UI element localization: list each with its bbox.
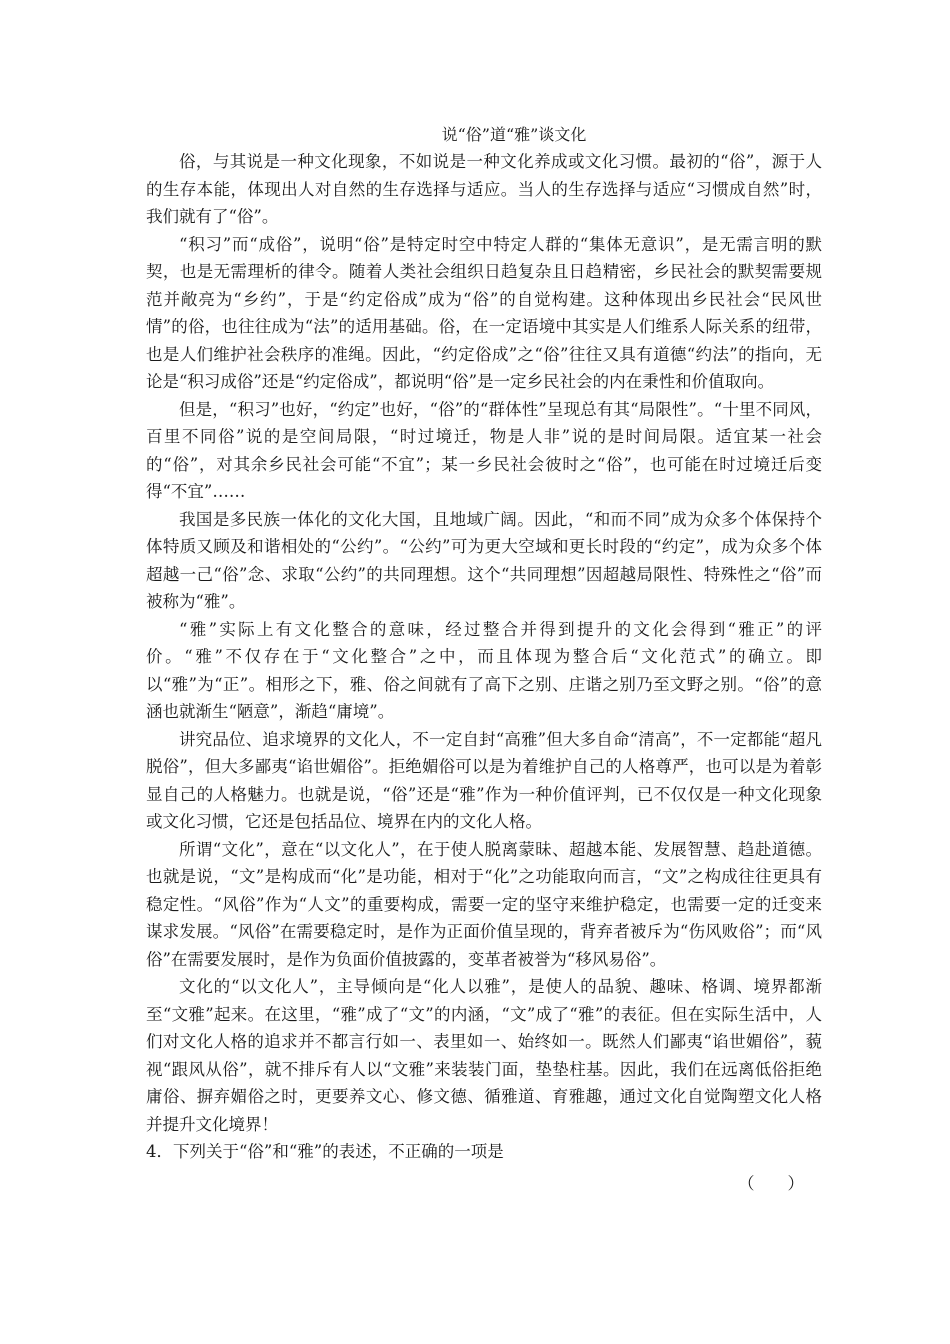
- paragraph-4: 我国是多民族一体化的文化大国，且地域广阔。因此，“和而不同”成为众多个体保持个体特质又顾及和谐相处的“公约”。“公约”可为更大空域和更长时段的“约定”，成为众多个体超越一己“俗”念、求取“公约”的共同理想。这个“共同理想”因超越局限性、特殊性之“俗”而被称为“雅”。: [146, 509, 822, 611]
- answer-bracket: （ ）: [738, 1173, 804, 1193]
- paragraph-1: 俗，与其说是一种文化现象，不如说是一种文化养成或文化习惯。最初的“俗”，源于人的生存本能，体现出人对自然的生存选择与适应。当人的生存选择与适应“习惯成自然”时，我们就有了“俗”。: [146, 152, 822, 226]
- paragraph-7: 所谓“文化”，意在“以文化人”，在于使人脱离蒙昧、超越本能、发展智慧、趋赴道德。也就是说，“文”是构成而“化”是功能，相对于“化”之功能取向而言，“文”之构成往往更具有稳定性。“风俗”作为“人文”的重要构成，需要一定的坚守来维护稳定，也需要一定的迁变来谋求发展。“风俗”在需要稳定时，是作为正面价值呈现的，背弃者被斥为“伤风败俗”；而“风俗”在需要发展时，是作为负面价值披露的，变革者被誉为“移风易俗”。: [146, 839, 822, 969]
- paragraph-2: “积习”而“成俗”，说明“俗”是特定时空中特定人群的“集体无意识”，是无需言明的默契，也是无需理析的律令。随着人类社会组织日趋复杂且日趋精密，乡民社会的默契需要规范并敞亮为“乡约”，于是“约定俗成”成为“俗”的自觉构建。这种体现出乡民社会“民风世情”的俗，也往往成为“法”的适用基础。俗，在一定语境中其实是人们维系人际关系的纽带，也是人们维护社会秩序的准绳。因此，“约定俗成”之“俗”往往又具有道德“约法”的指向，无论是“积习成俗”还是“约定俗成”，都说明“俗”是一定乡民社会的内在秉性和价值取向。: [146, 234, 822, 391]
- paragraph-5: “雅”实际上有文化整合的意味，经过整合并得到提升的文化会得到“雅正”的评价。“雅”不仅存在于“文化整合”之中，而且体现为整合后“文化范式”的确立。即以“雅”为“正”。相形之下，雅、俗之间就有了高下之别、庄谐之别乃至文野之别。“俗”的意涵也就渐生“陋意”，渐趋“庸境”。: [146, 619, 822, 721]
- paragraph-3: 但是，“积习”也好，“约定”也好，“俗”的“群体性”呈现总有其“局限性”。“十里不同风，百里不同俗”说的是空间局限，“时过境迁，物是人非”说的是时间局限。适宜某一社会的“俗”，对其余乡民社会可能“不宜”；某一乡民社会彼时之“俗”，也可能在时过境迁后变得“不宜”……: [146, 399, 822, 501]
- question-4: 4．下列关于“俗”和“雅”的表述，不正确的一项是: [146, 1142, 504, 1161]
- paragraph-8: 文化的“以文化人”，主导倾向是“化人以雅”，是使人的品貌、趣味、格调、境界都渐至“文雅”起来。在这里，“雅”成了“文”的内涵，“文”成了“雅”的表征。但在实际生活中，人们对文化人格的追求并不都言行如一、表里如一、始终如一。既然人们鄙夷“谄世媚俗”，藐视“跟风从俗”，就不排斥有人以“文雅”来装装门面，垫垫柱基。因此，我们在远离低俗拒绝庸俗、摒弃媚俗之时，更要养文心、修文德、循雅道、育雅趣，通过文化自觉陶塑文化人格并提升文化境界！: [146, 977, 822, 1134]
- document-page: [146, 122, 822, 1197]
- document-title: 说“俗”道“雅”谈文化: [441, 125, 587, 144]
- paragraph-6: 讲究品位、追求境界的文化人，不一定自封“高雅”但大多自命“清高”，不一定都能“超凡脱俗”，但大多鄙夷“谄世媚俗”。拒绝媚俗可以是为着维护自己的人格尊严，也可以是为着彰显自己的人格魅力。也就是说，“俗”还是“雅”作为一种价值评判，已不仅仅是一种文化现象或文化习惯，它还是包括品位、境界在内的文化人格。: [146, 729, 822, 831]
